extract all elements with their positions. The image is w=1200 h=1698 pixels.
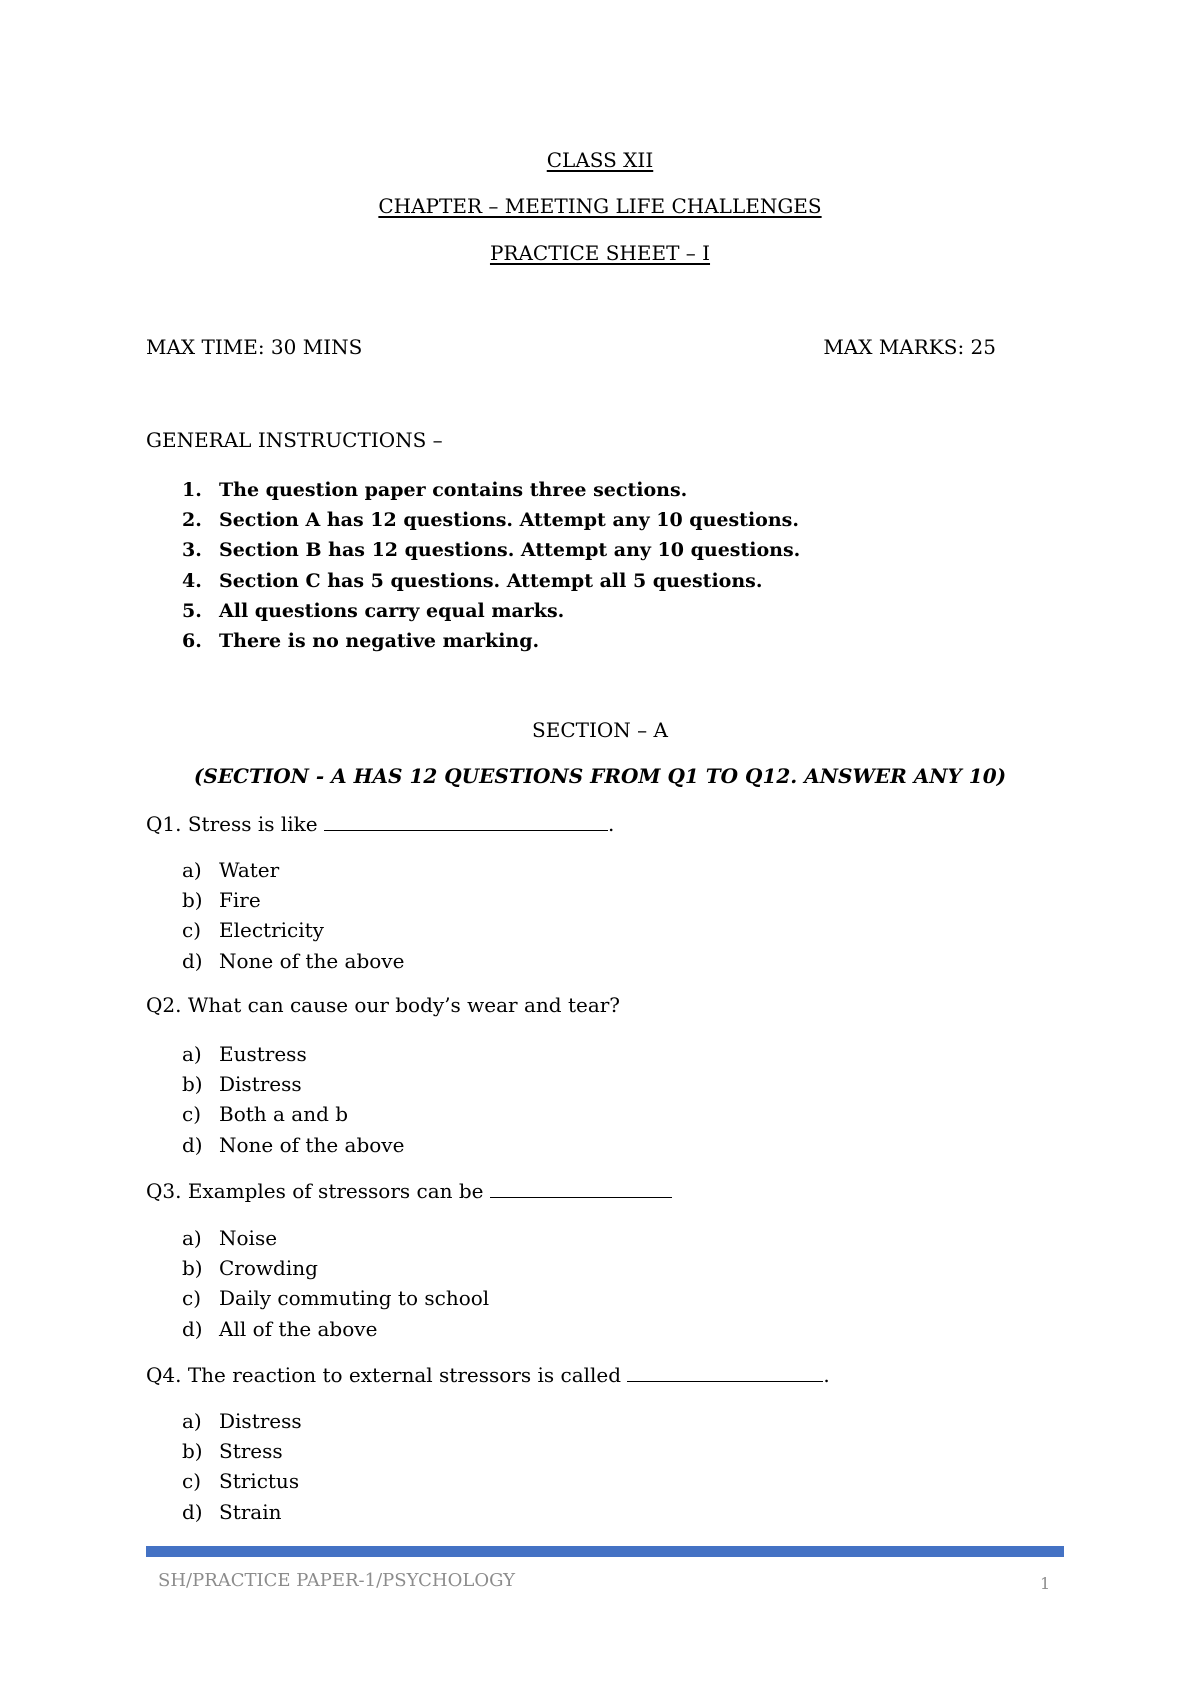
instruction-number: 3.	[182, 539, 202, 562]
section-subtitle: (SECTION - A HAS 12 QUESTIONS FROM Q1 TO Q12. ANSWER ANY 10)	[193, 764, 1007, 788]
option-text: Fire	[219, 888, 261, 913]
option-item	[146, 1436, 302, 1466]
option-letter: d)	[182, 1316, 203, 1341]
option-item	[146, 915, 404, 945]
instruction-number: 4.	[182, 569, 202, 592]
option-text: Daily commuting to school	[219, 1286, 490, 1311]
question-text: Q3. Examples of stressors can be	[146, 1179, 484, 1203]
option-letter: d)	[182, 1132, 203, 1157]
instructions-heading: GENERAL INSTRUCTIONS –	[146, 428, 443, 452]
instruction-item	[146, 566, 800, 596]
option-text: All of the above	[219, 1316, 378, 1341]
option-letter: b)	[182, 1256, 203, 1281]
option-item	[146, 1497, 302, 1527]
question-text: Q2. What can cause our body’s wear and tear?	[146, 993, 621, 1017]
option-item	[146, 1406, 302, 1436]
option-letter: b)	[182, 1072, 203, 1097]
question-1	[146, 810, 614, 836]
question-3	[146, 1177, 672, 1203]
option-letter: c)	[182, 918, 202, 943]
instruction-text: The question paper contains three sections.	[219, 479, 688, 501]
option-text: Water	[219, 858, 280, 882]
option-item	[146, 1314, 489, 1344]
option-text: None of the above	[219, 1132, 405, 1157]
max-time: MAX TIME: 30 MINS	[146, 335, 363, 359]
instruction-item	[146, 475, 800, 505]
question-2	[146, 993, 620, 1017]
option-letter: a)	[182, 1409, 202, 1433]
section-title: SECTION – A	[532, 718, 668, 742]
instruction-number: 2.	[182, 509, 202, 532]
footer-divider	[146, 1546, 1064, 1557]
answer-blank	[490, 1177, 672, 1198]
instructions-list	[146, 475, 800, 656]
max-marks: MAX MARKS: 25	[823, 335, 996, 359]
answer-blank	[627, 1361, 823, 1382]
option-letter: b)	[182, 1439, 203, 1464]
instruction-text: Section B has 12 questions. Attempt any 10 questions.	[219, 539, 801, 562]
instruction-number: 5.	[182, 599, 202, 622]
instruction-item	[146, 505, 800, 535]
option-item	[146, 885, 404, 915]
option-letter: c)	[182, 1286, 202, 1311]
question-3-options	[146, 1223, 489, 1344]
option-item	[146, 1283, 489, 1313]
question-text: Q4. The reaction to external stressors is called	[146, 1363, 622, 1387]
question-2-options	[146, 1039, 404, 1160]
option-letter: d)	[182, 948, 203, 973]
instruction-text: All questions carry equal marks.	[219, 599, 565, 622]
option-item	[146, 1466, 302, 1496]
option-item	[146, 1223, 489, 1253]
option-letter: c)	[182, 1102, 202, 1127]
option-text: Both a and b	[219, 1102, 349, 1127]
instruction-item	[146, 535, 800, 565]
instruction-number: 1.	[182, 479, 202, 501]
option-text: Noise	[219, 1226, 278, 1250]
option-text: None of the above	[219, 948, 405, 973]
question-text: Q1. Stress is like	[146, 812, 318, 836]
option-letter: a)	[182, 1226, 202, 1250]
question-4-options	[146, 1406, 302, 1527]
page-number: 1	[1040, 1574, 1051, 1593]
option-item	[146, 1099, 404, 1129]
instruction-text: There is no negative marking.	[219, 629, 540, 652]
option-text: Strain	[219, 1499, 282, 1524]
option-item	[146, 1130, 404, 1160]
class-heading: CLASS XII	[546, 148, 654, 172]
sheet-heading: PRACTICE SHEET – I	[489, 241, 711, 265]
answer-blank	[324, 810, 608, 831]
option-letter: a)	[182, 858, 202, 882]
question-suffix: .	[607, 812, 615, 836]
question-suffix: .	[823, 1363, 830, 1387]
option-letter: c)	[182, 1469, 202, 1494]
question-1-options	[146, 855, 404, 976]
meta-row	[146, 335, 996, 359]
option-text: Distress	[219, 1072, 302, 1097]
option-text: Stress	[219, 1439, 283, 1464]
option-text: Eustress	[219, 1042, 307, 1066]
instruction-item	[146, 596, 800, 626]
option-text: Distress	[219, 1409, 302, 1433]
question-4	[146, 1361, 830, 1387]
option-item	[146, 1039, 404, 1069]
option-text: Strictus	[219, 1469, 300, 1494]
option-text: Crowding	[219, 1256, 318, 1281]
option-letter: b)	[182, 888, 203, 913]
option-item	[146, 855, 404, 885]
instruction-number: 6.	[182, 629, 202, 652]
footer-label: SH/PRACTICE PAPER-1/PSYCHOLOGY	[158, 1570, 516, 1591]
option-item	[146, 946, 404, 976]
option-letter: d)	[182, 1499, 203, 1524]
option-item	[146, 1253, 489, 1283]
instruction-text: Section A has 12 questions. Attempt any 10 questions.	[219, 509, 799, 532]
option-item	[146, 1069, 404, 1099]
chapter-heading: CHAPTER – MEETING LIFE CHALLENGES	[378, 194, 822, 218]
option-letter: a)	[182, 1042, 202, 1066]
instruction-text: Section C has 5 questions. Attempt all 5 questions.	[219, 569, 763, 592]
instruction-item	[146, 626, 800, 656]
option-text: Electricity	[219, 918, 324, 943]
